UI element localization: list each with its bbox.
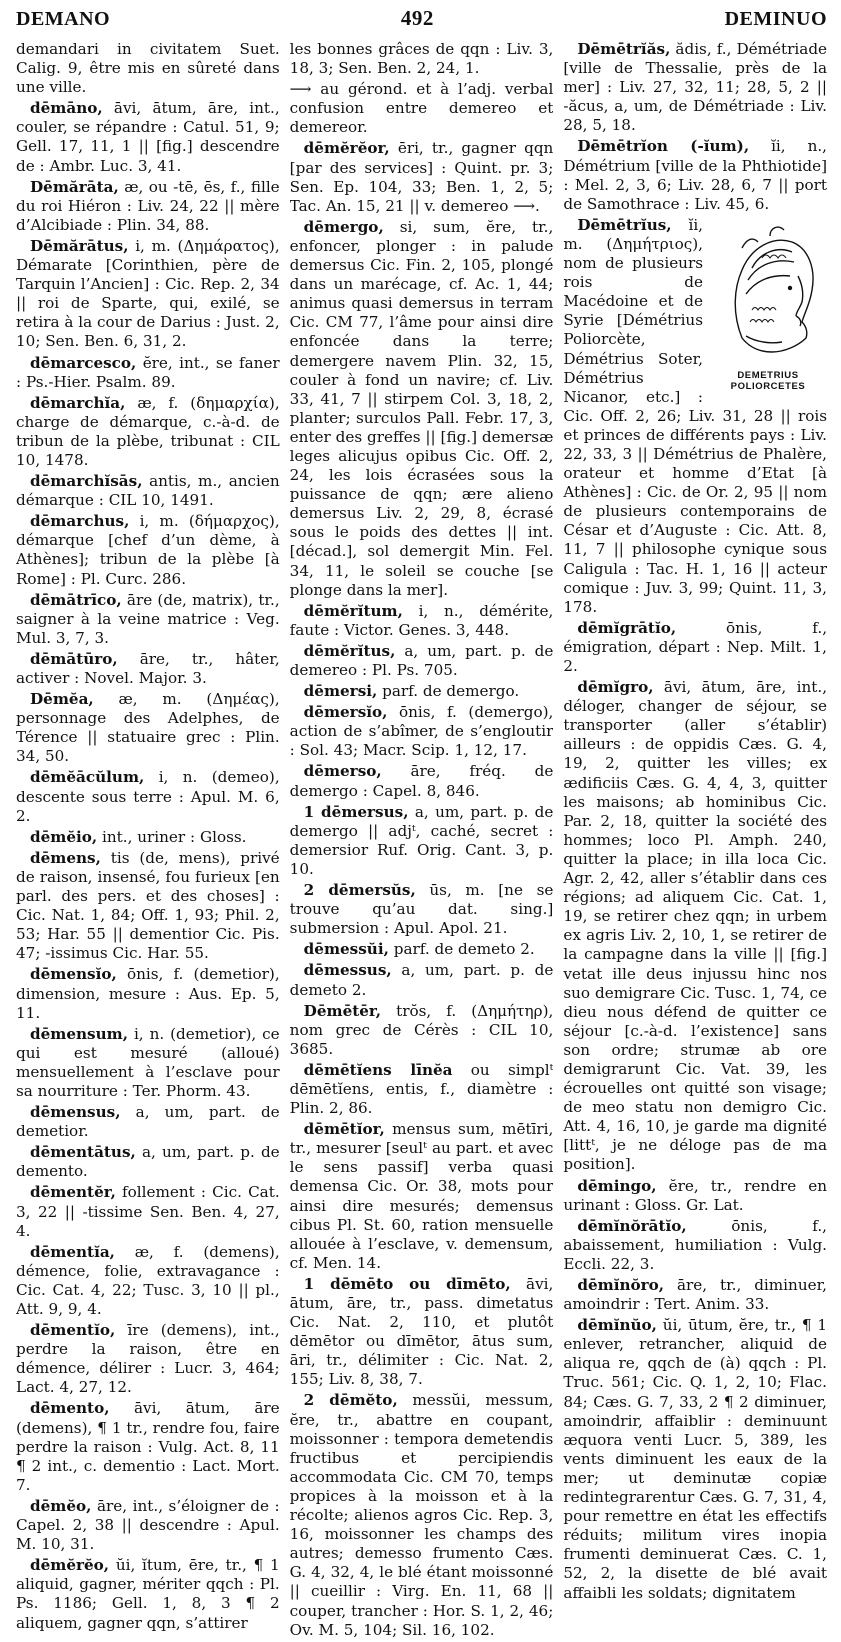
entry-headword: Dēmētēr,	[303, 1001, 382, 1020]
entry-text: i, m. (δήμαρχος), démarque [chef d’un dème, à Athènes]; tribun de la plèbe [à Rome] : Pl. Curc. 286.	[16, 512, 280, 588]
dictionary-entry	[16, 1399, 280, 1494]
entry-headword: dēmessus,	[303, 961, 392, 980]
entry-headword: dēmensus,	[30, 1103, 121, 1122]
dictionary-entry	[16, 1497, 280, 1554]
columns	[16, 40, 827, 1642]
entry-headword: dēmentĕr,	[30, 1183, 116, 1202]
running-head-left: DEMANO	[16, 8, 111, 30]
entry-headword: dēmĕrĭtum,	[303, 601, 403, 620]
entry-text: a, um, part. p. de demento.	[16, 1143, 280, 1181]
dictionary-entry	[290, 1120, 554, 1273]
dictionary-entry	[16, 849, 280, 964]
dictionary-entry	[16, 394, 280, 470]
dictionary-entry	[16, 1321, 280, 1397]
dictionary-entry	[290, 940, 554, 959]
figure-caption: DEMETRIUS POLIORCETES	[730, 369, 806, 392]
dictionary-entry	[16, 1183, 280, 1240]
dictionary-entry	[290, 682, 554, 701]
entry-text: æ, f. (δημαρχία), charge de démarque, c.-à-d. de tribun de la plèbe, tribunat : CIL 10, 1478.	[16, 393, 280, 469]
dictionary-entry	[16, 768, 280, 825]
entry-headword: dēmens,	[30, 848, 101, 867]
entry-text: æ, ou -tē, ēs, f., fille du roi Hiéron : Liv. 24, 22 || mère d’Alcibiade : Plin. 34, 88.	[16, 177, 280, 234]
entry-headword: dēmersĭo,	[303, 703, 388, 722]
entry-text: ou simplᵗ dēmētĭens, entis, f., diamètre : Plin. 2, 86.	[289, 1060, 554, 1118]
entry-text: āvi, ātum, āre, int., couler, se répandre : Catul. 51, 9; Gell. 17, 11, 1 || [fig.] descendre de : Ambr. Luc. 3, 41.	[16, 99, 280, 175]
dictionary-entry	[290, 602, 554, 640]
dictionary-entry	[16, 40, 280, 97]
entry-text: trŏs, f. (Δημήτηρ), nom grec de Cérès : CIL 10, 3685.	[289, 1001, 554, 1058]
entry-text: i, n. (demeo), descente sous terre : Apul. M. 6, 2.	[16, 768, 280, 825]
coin-portrait-figure	[709, 218, 827, 392]
entry-text: æ, m. (Δημέας), personnage des Adelphes, de Térence || statuaire grec : Plin. 34, 50.	[16, 690, 280, 766]
column-1	[16, 40, 280, 1642]
dictionary-entry	[290, 1275, 554, 1390]
entry-headword: dēmētĭor,	[303, 1120, 385, 1139]
dictionary-entry	[563, 1316, 827, 1602]
entry-headword: 2 dēmĕto,	[303, 1391, 398, 1410]
dictionary-entry	[16, 1243, 280, 1319]
entry-headword: 1 dēmēto ou dīmēto,	[303, 1274, 511, 1293]
entry-headword: dēmētĭens līnĕa	[303, 1060, 453, 1079]
dictionary-entry	[563, 678, 827, 1174]
dictionary-entry	[290, 762, 554, 800]
entry-text: demandari in civitatem Suet. Calig. 9, être mis en sûreté dans une ville.	[16, 40, 280, 97]
entry-headword: dēmĭnŏrātĭo,	[577, 1216, 687, 1235]
entry-text: antis, m., ancien démarque : CIL 10, 1491.	[16, 472, 280, 510]
entry-headword: dēmāno,	[30, 99, 103, 118]
dictionary-entry	[16, 965, 280, 1022]
entry-text: ōnis, f., abaissement, humiliation : Vulg. Eccli. 22, 3.	[563, 1216, 828, 1273]
entry-headword: dēmarchus,	[30, 512, 130, 531]
running-head	[16, 6, 827, 40]
entry-headword: dēmento,	[30, 1399, 110, 1418]
entry-text: ōnis, f. (demergo), action de s’abîmer, de s’engloutir : Sol. 43; Macr. Scip. 1, 12, 17.	[289, 703, 554, 760]
entry-headword: Dēmărātus,	[30, 236, 129, 255]
entry-text: mensus sum, mētīri, tr., mesurer [seulᵗ au part. et avec le sens passif] verba quasi demensa Cic. Or. 38, mots pour ainsi dire mesurés; demensus cibus Pl. St. 60, ration mensuelle allouée à l’esclave, v. demensum, cf. Men. 14.	[289, 1120, 554, 1272]
dictionary-entry	[290, 703, 554, 760]
entry-text: a, um, part. p. de demergo || adjᵗ, caché, secret : demersior Ruf. Orig. Cant. 3, p. 10.	[289, 802, 554, 878]
entry-headword: dēmātūro,	[30, 649, 118, 668]
entry-text: āvi, ātum, āre, int., déloger, changer de séjour, se transporter (aller s’établir) ailleurs : de oppidis Cæs. G. 4, 19, 2, quitter les villes; ex ædificiis Cæs. G. 4, 4, 3, quitter les maisons; ab hominibus Cic. Par. 2, 18, quitter la société des hommes; loco Pl. Amph. 240, quitter la place; in illa loca Cic. Agr. 2, 42, aller s’établir dans ces régions; ad aliquem Cic. Cat. 1, 19, se retirer chez qqn; in urbem ex agris Liv. 2, 10, 1, se retirer de la campagne dans la ville || [fig.] vetat ille deus injussu hinc nos suo demigrare Cic. Tusc. 1, 74, ce dieu nous défend de quitter ce séjour [c.-à-d. l’existence] sans son ordre; strumæ ab ore demigrarunt Cic. Vat. 39, les écrouelles ont quitté son visage; de meo statu non demigro Cic. Att. 4, 16, 10, je garde ma dignité [littᵗ, je ne déloge pas de ma position].	[563, 678, 828, 1174]
dictionary-entry	[16, 650, 280, 688]
entry-headword: dēmĕrĭtus,	[303, 641, 396, 660]
dictionary-entry	[290, 642, 554, 680]
entry-text: ĭi, m. (Δημήτριος), nom de plusieurs rois de Macédoine et de Syrie [Démétrius Poliorcète, Démétrius Soter, Démétrius Nicanor, etc.] : Cic. Off. 2, 26; Liv. 31, 28 || rois et princes de différents pays : Liv. 22, 33, 3 || Démétrius de Phalère, orateur et homme d’Etat [à Athènes] : Cic. de Or. 2, 95 || nom de plusieurs contemporains de César et d’Auguste : Cic. Att. 8, 11, 7 || philosophe cynique sous Caligula : Tac. H. 1, 16 || acteur comique : Juv. 3, 99; Quint. 11, 3, 178.	[563, 215, 828, 616]
entry-text: ădis, f., Démétriade [ville de Thessalie, près de la mer] : Liv. 27, 32, 11; 28, 5, 2 || -ăcus, a, um, de Démétriade : Liv. 28, 5, 18.	[563, 40, 828, 135]
entry-headword: dēmentātus,	[30, 1143, 136, 1162]
entry-headword: dēmensĭo,	[30, 965, 117, 984]
entry-text: āre (de, matrix), tr., saigner à la veine matrice : Veg. Mul. 3, 7, 3.	[16, 590, 280, 647]
dictionary-entry	[16, 1025, 280, 1101]
dictionary-entry	[563, 1177, 827, 1215]
dictionary-entry	[563, 1217, 827, 1274]
entry-text: i, n., démérite, faute : Victor. Genes. 3, 448.	[289, 601, 554, 639]
entry-headword: dēmentĭa,	[30, 1242, 115, 1261]
dictionary-entry	[290, 803, 554, 879]
dictionary-entry	[16, 1103, 280, 1141]
entry-text: āre, tr., diminuer, amoindrir : Tert. Anim. 33.	[563, 1276, 828, 1314]
entry-text: les bonnes grâces de qqn : Liv. 3, 18, 3; Sen. Ben. 2, 24, 1.	[289, 40, 554, 78]
dictionary-entry	[16, 828, 280, 847]
column-2	[290, 40, 554, 1642]
entry-text: āvi, ātum, āre, tr., pass. dimetatus Cic. Nat. 2, 110, et plutôt dēmētor ou dīmētor, ātus sum, āri, tr., délimiter : Cic. Nat. 2, 155; Liv. 8, 38, 7.	[289, 1274, 554, 1389]
entry-text: ĭi, n., Démétrium [ville de la Phthiotide] : Mel. 2, 3, 6; Liv. 28, 6, 7 || port de Samothrace : Liv. 45, 6.	[563, 137, 828, 213]
entry-headword: dēmarchĭsās,	[30, 472, 143, 491]
entry-headword: dēmĕrĕor,	[303, 139, 390, 158]
entry-text: parf. de demergo.	[382, 682, 520, 701]
entry-headword: dēmĭgrātĭo,	[577, 618, 677, 637]
entry-text: si, sum, ĕre, tr., enfoncer, plonger : in palude demersus Cic. Fin. 2, 105, plongé dans un marécage, cf. Ac. 1, 44; animus quasi demersus in terram Cic. CM 77, l’âme pour ainsi dire enfoncée dans la terre; demergere navem Plin. 32, 15, couler à fond un navire; cf. Liv. 33, 41, 7 || stirpem Col. 3, 18, 2, planter; surculos Pall. Febr. 17, 3, enter des greffes || [fig.] demersæ leges alicujus opibus Cic. Off. 2, 24, les lois écrasées sous la puissance de qqn; ære alieno demersus Liv. 2, 29, 8, écrasé sous le poids des dettes || int. [décad.], sol demergit Min. Fel. 34, 11, le soleil se couche [se plonge dans la mer].	[289, 217, 554, 599]
dictionary-entry	[16, 472, 280, 510]
entry-text: æ, f. (demens), démence, folie, extravagance : Cic. Cat. 4, 22; Tusc. 3, 10 || pl., Att. 9, 9, 4.	[16, 1242, 280, 1318]
entry-text: āre, int., s’éloigner de : Capel. 2, 38 || descendre : Apul. M. 10, 31.	[16, 1496, 280, 1554]
entry-text: āre, tr., hâter, activer : Novel. Major. 3.	[16, 649, 280, 687]
entry-text: i, n. (demetior), ce qui est mesuré (alloué) mensuellement à l’esclave pour sa nourriture : Ter. Phorm. 43.	[16, 1024, 280, 1100]
entry-text: messŭi, messum, ĕre, tr., abattre en coupant, moissonner : tempora demetendis fructibus et percipiendis accommodata Cic. CM 70, temps propices à la moisson et à la récolte; alienos agros Cic. Rep. 3, 16, moissonner les champs des autres; demesso frumento Cæs. G. 4, 32, 4, le blé étant moissonné || cueillir : Virg. En. 11, 68 || couper, trancher : Hor. S. 1, 2, 46; Ov. M. 5, 104; Sil. 16, 102.	[289, 1391, 554, 1639]
dictionary-entry	[16, 1143, 280, 1181]
coin-portrait-image	[712, 218, 824, 368]
dictionary-entry	[290, 1002, 554, 1059]
dictionary-entry	[290, 1061, 554, 1118]
entry-headword: Dēmētrĭăs,	[577, 40, 671, 58]
entry-text: ŭi, ūtum, ĕre, tr., ¶ 1 enlever, retrancher, aliquid de aliqua re, qqch de (à) qqch : Pl. Truc. 561; Cic. Q. 1, 2, 10; Flac. 84; Cæs. G. 7, 33, 2 ¶ 2 diminuer, amoindrir, affaiblir : deminuunt æquora venti Lucr. 5, 389, les vents diminuent les eaux de la mer; ut deminutæ copiæ redintegrarentur Cæs. G. 7, 31, 4, pour remettre en état les effectifs réduits; militum vires inopia frumenti deminuerat Cæs. C. 1, 52, 2, la disette de blé avait affaibli les soldats; dignitatem	[563, 1316, 828, 1602]
entry-headword: dēmĕrĕo,	[30, 1556, 110, 1575]
entry-text: ĕre, tr., rendre en urinant : Gloss. Gr. Lat.	[563, 1176, 828, 1214]
entry-headword: dēmĕio,	[30, 827, 98, 846]
entry-text: a, um, part. p. de demereo : Pl. Ps. 705.	[289, 641, 554, 679]
entry-text: tis (de, mens), privé de raison, insensé, fou furieux [en parl. des pers. et des choses] : Cic. Nat. 1, 84; Off. 1, 93; Phil. 2, 53; Har. 55 || dementior Cic. Pis. 47; -issimus Cic. Har. 55.	[16, 848, 280, 963]
entry-text: ⟶ au gérond. et à l’adj. verbal confusion entre demereo et demereor.	[289, 80, 554, 137]
entry-text: ēri, tr., gagner qqn [par des services] : Quint. pr. 3; Sen. Ep. 104, 33; Ben. 1, 2, 5; Tac. An. 15, 21 || v. demereo ⟶.	[289, 139, 554, 215]
dictionary-entry	[563, 137, 827, 213]
entry-text: īre (demens), int., perdre la raison, être en démence, délirer : Lucr. 3, 464; Lact. 4, 27, 12.	[16, 1321, 280, 1397]
dictionary-entry	[16, 690, 280, 766]
entry-text: parf. de demeto 2.	[393, 940, 535, 959]
entry-headword: dēmensum,	[30, 1024, 129, 1043]
entry-headword: 2 dēmersŭs,	[303, 881, 416, 900]
dictionary-entry	[290, 1391, 554, 1639]
dictionary-entry	[16, 178, 280, 235]
entry-headword: dēmarcesco,	[30, 353, 137, 372]
entry-headword: dēmĭnŏro,	[577, 1276, 665, 1294]
entry-text: āre, fréq. de demergo : Capel. 8, 846.	[289, 762, 554, 800]
entry-headword: Dēmētrĭon (-ĭum),	[577, 137, 750, 156]
entry-text: ōnis, f. (demetior), dimension, mesure : Aus. Ep. 5, 11.	[16, 965, 280, 1022]
entry-headword: dēmarchĭa,	[30, 393, 126, 412]
dictionary-entry	[290, 40, 554, 78]
entry-headword: dēmerso,	[303, 762, 382, 781]
entry-headword: dēmentĭo,	[30, 1321, 116, 1340]
entry-headword: dēmersi,	[303, 682, 378, 701]
entry-headword: dēmĭnŭo,	[577, 1316, 657, 1335]
column-3	[563, 40, 827, 1642]
entry-headword: dēmātrīco,	[30, 590, 122, 609]
dictionary-entry	[563, 619, 827, 676]
entry-headword: dēmĭgro,	[577, 678, 654, 697]
entry-headword: dēmergo,	[303, 217, 384, 236]
dictionary-entry	[563, 1276, 827, 1314]
dictionary-entry	[16, 237, 280, 352]
entry-headword: dēmĕācŭlum,	[30, 768, 145, 787]
dictionary-entry	[290, 139, 554, 215]
entry-headword: dēmĕo,	[30, 1496, 92, 1515]
entry-headword: dēmessŭi,	[303, 940, 389, 959]
dictionary-entry	[290, 961, 554, 999]
dictionary-entry	[290, 218, 554, 600]
entry-text: ĕre, int., se faner : Ps.-Hier. Psalm. 89.	[16, 353, 280, 391]
dictionary-entry	[16, 1556, 280, 1632]
entry-text: follement : Cic. Cat. 3, 22 || -tissime Sen. Ben. 4, 27, 4.	[16, 1183, 280, 1240]
entry-text: ōnis, f., émigration, départ : Nep. Milt. 1, 2.	[563, 618, 828, 675]
entry-headword: Dēmărāta,	[30, 177, 119, 196]
running-head-right: DEMINUO	[724, 8, 827, 30]
entry-headword: Dēmĕa,	[30, 690, 94, 709]
page-number: 492	[400, 6, 434, 30]
dictionary-entry	[563, 40, 827, 135]
entry-text: āvi, ātum, āre (demens), ¶ 1 tr., rendre fou, faire perdre la raison : Vulg. Act. 8, 11 ¶ 2 int., c. dementio : Lact. Mort. 7.	[16, 1399, 280, 1494]
entry-headword: dēmingo,	[577, 1176, 657, 1195]
entry-text: ūs, m. [ne se trouve qu’au dat. sing.] submersion : Apul. Apol. 21.	[289, 881, 554, 938]
entry-text: int., uriner : Gloss.	[102, 827, 247, 846]
entry-headword: 1 dēmersus,	[303, 802, 409, 821]
dictionary-entry	[290, 881, 554, 938]
dictionary-entry	[16, 512, 280, 588]
dictionary-entry	[16, 591, 280, 648]
entry-text: a, um, part. p. de demeto 2.	[289, 961, 554, 999]
entry-text: i, m. (Δημάρατος), Démarate [Corinthien, père de Tarquin l’Ancien] : Cic. Rep. 2, 34 || roi de Sparte, qui, exilé, se retira à la cour de Darius : Just. 2, 10; Sen. Ben. 6, 31, 2.	[16, 236, 280, 351]
dictionary-entry	[290, 80, 554, 137]
dictionary-entry	[16, 99, 280, 175]
dictionary-entry	[16, 354, 280, 392]
entry-text: ŭi, ĭtum, ēre, tr., ¶ 1 aliquid, gagner, mériter qqch : Pl. Ps. 1186; Gell. 1, 8, 3 ¶ 2 aliquem, gagner qqn, s’attirer	[16, 1556, 280, 1632]
entry-headword: Dēmētrĭus,	[577, 215, 672, 234]
entry-text: a, um, part. de demetior.	[16, 1103, 280, 1141]
